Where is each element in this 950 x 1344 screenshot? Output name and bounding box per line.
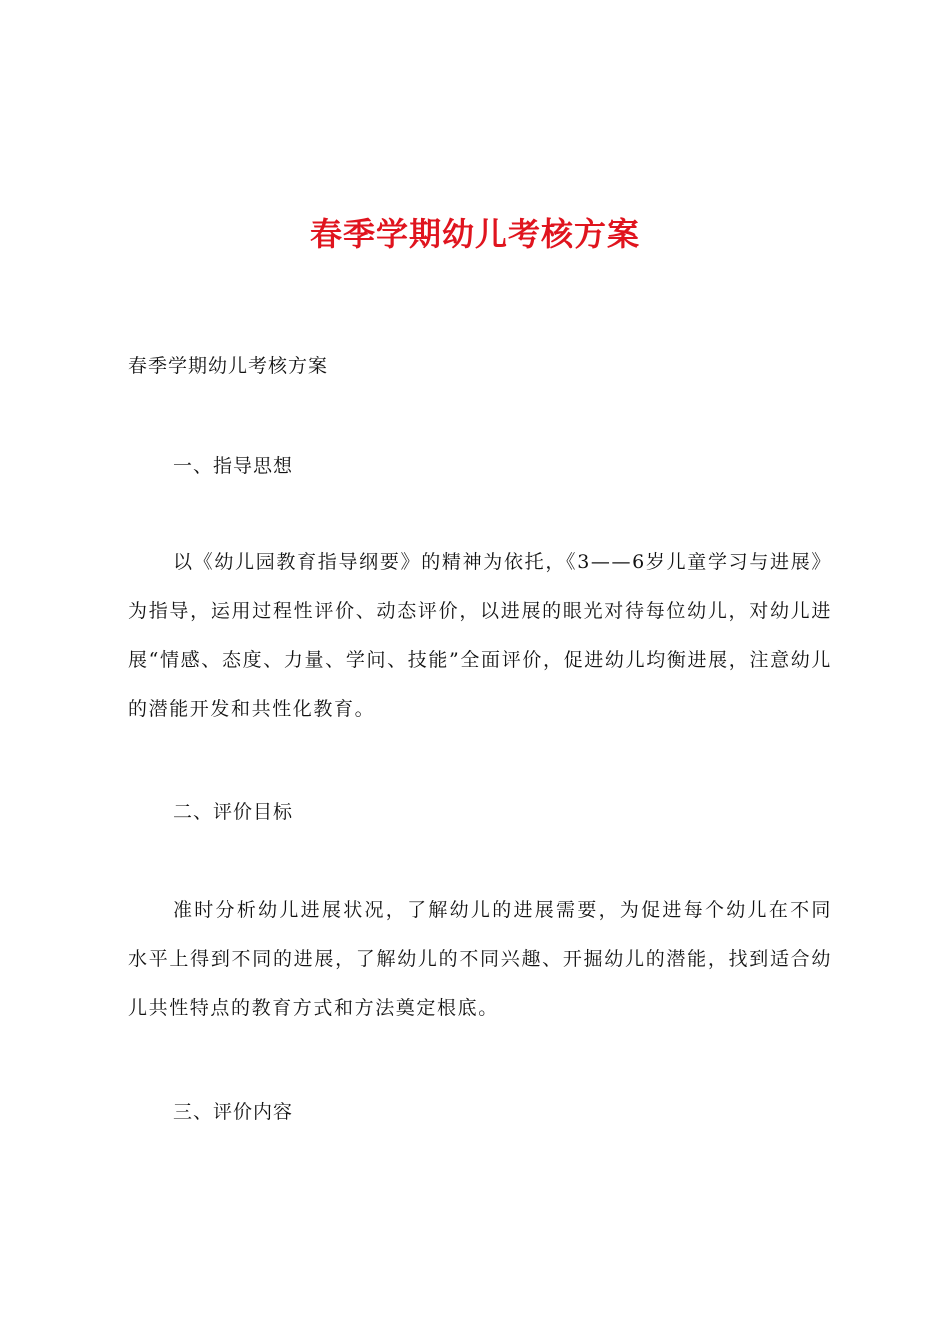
section-heading-1: 一、指导思想 <box>173 455 294 477</box>
section-paragraph-1: 以《幼儿园教育指导纲要》的精神为依托，《3——6岁儿童学习与进展》为指导，运用过程性评价、动态评价，以进展的眼光对待每位幼儿，对幼儿进展“情感、态度、力量、学问、技能”全面评价，促进幼儿均衡进展，注意幼儿的潜能开发和共性化教育。 <box>128 551 832 720</box>
section-paragraph-2: 准时分析幼儿进展状况，了解幼儿的进展需要，为促进每个幼儿在不同水平上得到不同的进展，了解幼儿的不同兴趣、开掘幼儿的潜能，找到适合幼儿共性特点的教育方式和方法奠定根底。 <box>128 899 832 1019</box>
section-heading-2: 二、评价目标 <box>173 801 294 823</box>
document-title: 春季学期幼儿考核方案 <box>309 215 640 253</box>
document-subtitle: 春季学期幼儿考核方案 <box>128 355 329 377</box>
section-heading-3: 三、评价内容 <box>173 1101 294 1123</box>
